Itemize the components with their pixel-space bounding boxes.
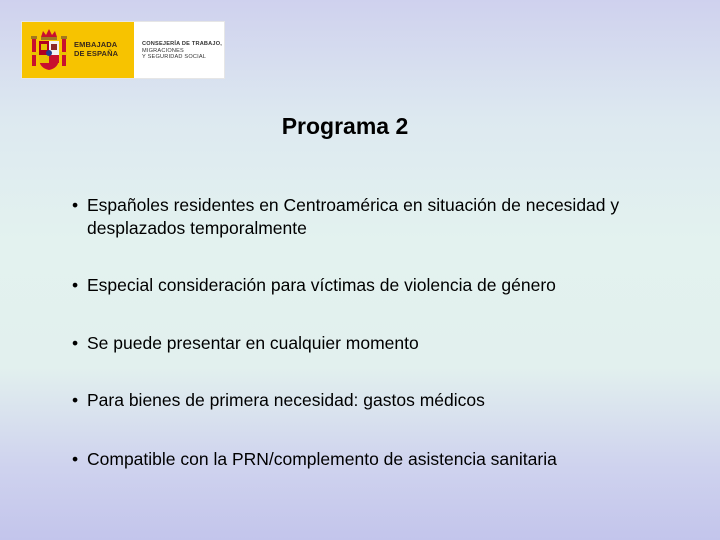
embassy-name [74,40,118,58]
ministry-line-3: Y SEGURIDAD SOCIAL [142,54,207,61]
bullet-dot: • [72,275,79,295]
bullet-dot: • [72,449,79,469]
bullet-text: Especial consideración para víctimas de violencia de género [87,275,556,295]
bullet-dot: • [72,195,79,215]
bullet-dot: • [72,333,79,353]
ministry-line-1: CONSEJERÍA DE TRABAJO, [142,41,223,47]
bullet-dot: • [72,390,79,410]
embassy-line-2: DE ESPAÑA [74,49,119,58]
embassy-line-1: EMBAJADA [74,40,118,49]
bullet-item [72,274,702,297]
coat-of-arms-icon [31,28,67,72]
ministry-line-2: MIGRACIONES [142,47,184,54]
bullet-text: Para bienes de primera necesidad: gastos médicos [87,390,485,410]
bullet-item [72,448,702,471]
bullet-text: Se puede presentar en cualquier momento [87,333,419,353]
bullet-item [72,332,702,355]
bullet-item [72,389,702,412]
embassy-logo [22,22,224,78]
bullet-text: Compatible con la PRN/complemento de asistencia sanitaria [87,449,557,469]
logo-yellow-panel [22,22,134,78]
slide-title: Programa 2 [281,113,409,139]
bullet-item [72,194,702,240]
ministry-name [142,41,222,61]
bullet-text: Españoles residentes en Centroamérica en situación de necesidad y desplazados temporalmente [87,195,620,238]
